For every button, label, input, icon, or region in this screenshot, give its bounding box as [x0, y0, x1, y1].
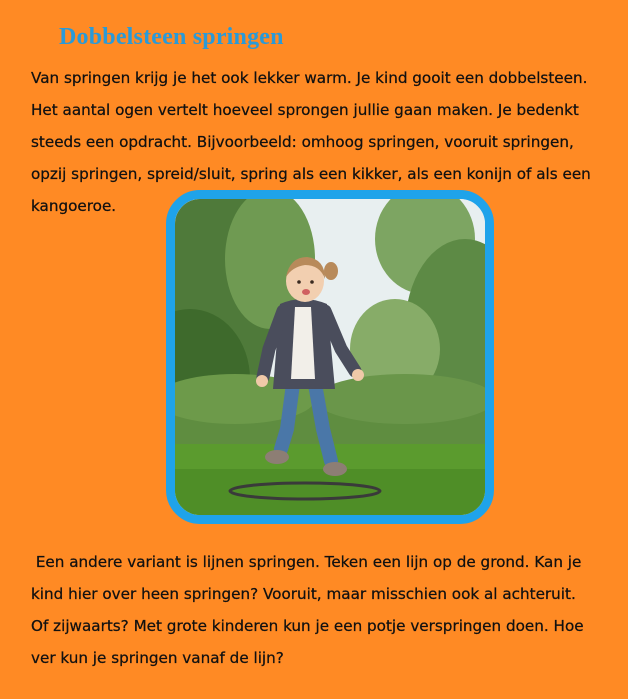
paragraph-line: Of zijwaarts? Met grote kinderen kun je een potje verspringen doen. Hoe — [31, 617, 584, 635]
paragraph-line: steeds een opdracht. Bijvoorbeeld: omhoog springen, vooruit springen, — [31, 133, 574, 151]
paragraph-line: Van springen krijg je het ook lekker warm. Je kind gooit een dobbelsteen. — [31, 69, 588, 87]
variant-paragraph — [31, 546, 606, 674]
paragraph-line: kind hier over heen springen? Vooruit, maar misschien ook al achteruit. — [31, 585, 576, 603]
photo-girl-jumping-hoop-icon — [175, 199, 485, 515]
paragraph-line: ver kun je springen vanaf de lijn? — [31, 649, 284, 667]
photo-girl-jumping — [166, 190, 494, 524]
paragraph-line: Het aantal ogen vertelt hoeveel sprongen jullie gaan maken. Je bedenkt — [31, 101, 579, 119]
page-title: Dobbelsteen springen — [59, 24, 284, 50]
paragraph-line: opzij springen, spreid/sluit, spring als een kikker, als een konijn of als een — [31, 165, 591, 183]
paragraph-line: Een andere variant is lijnen springen. Teken een lijn op de grond. Kan je — [31, 553, 582, 571]
paragraph-line: kangoeroe. — [31, 197, 117, 215]
